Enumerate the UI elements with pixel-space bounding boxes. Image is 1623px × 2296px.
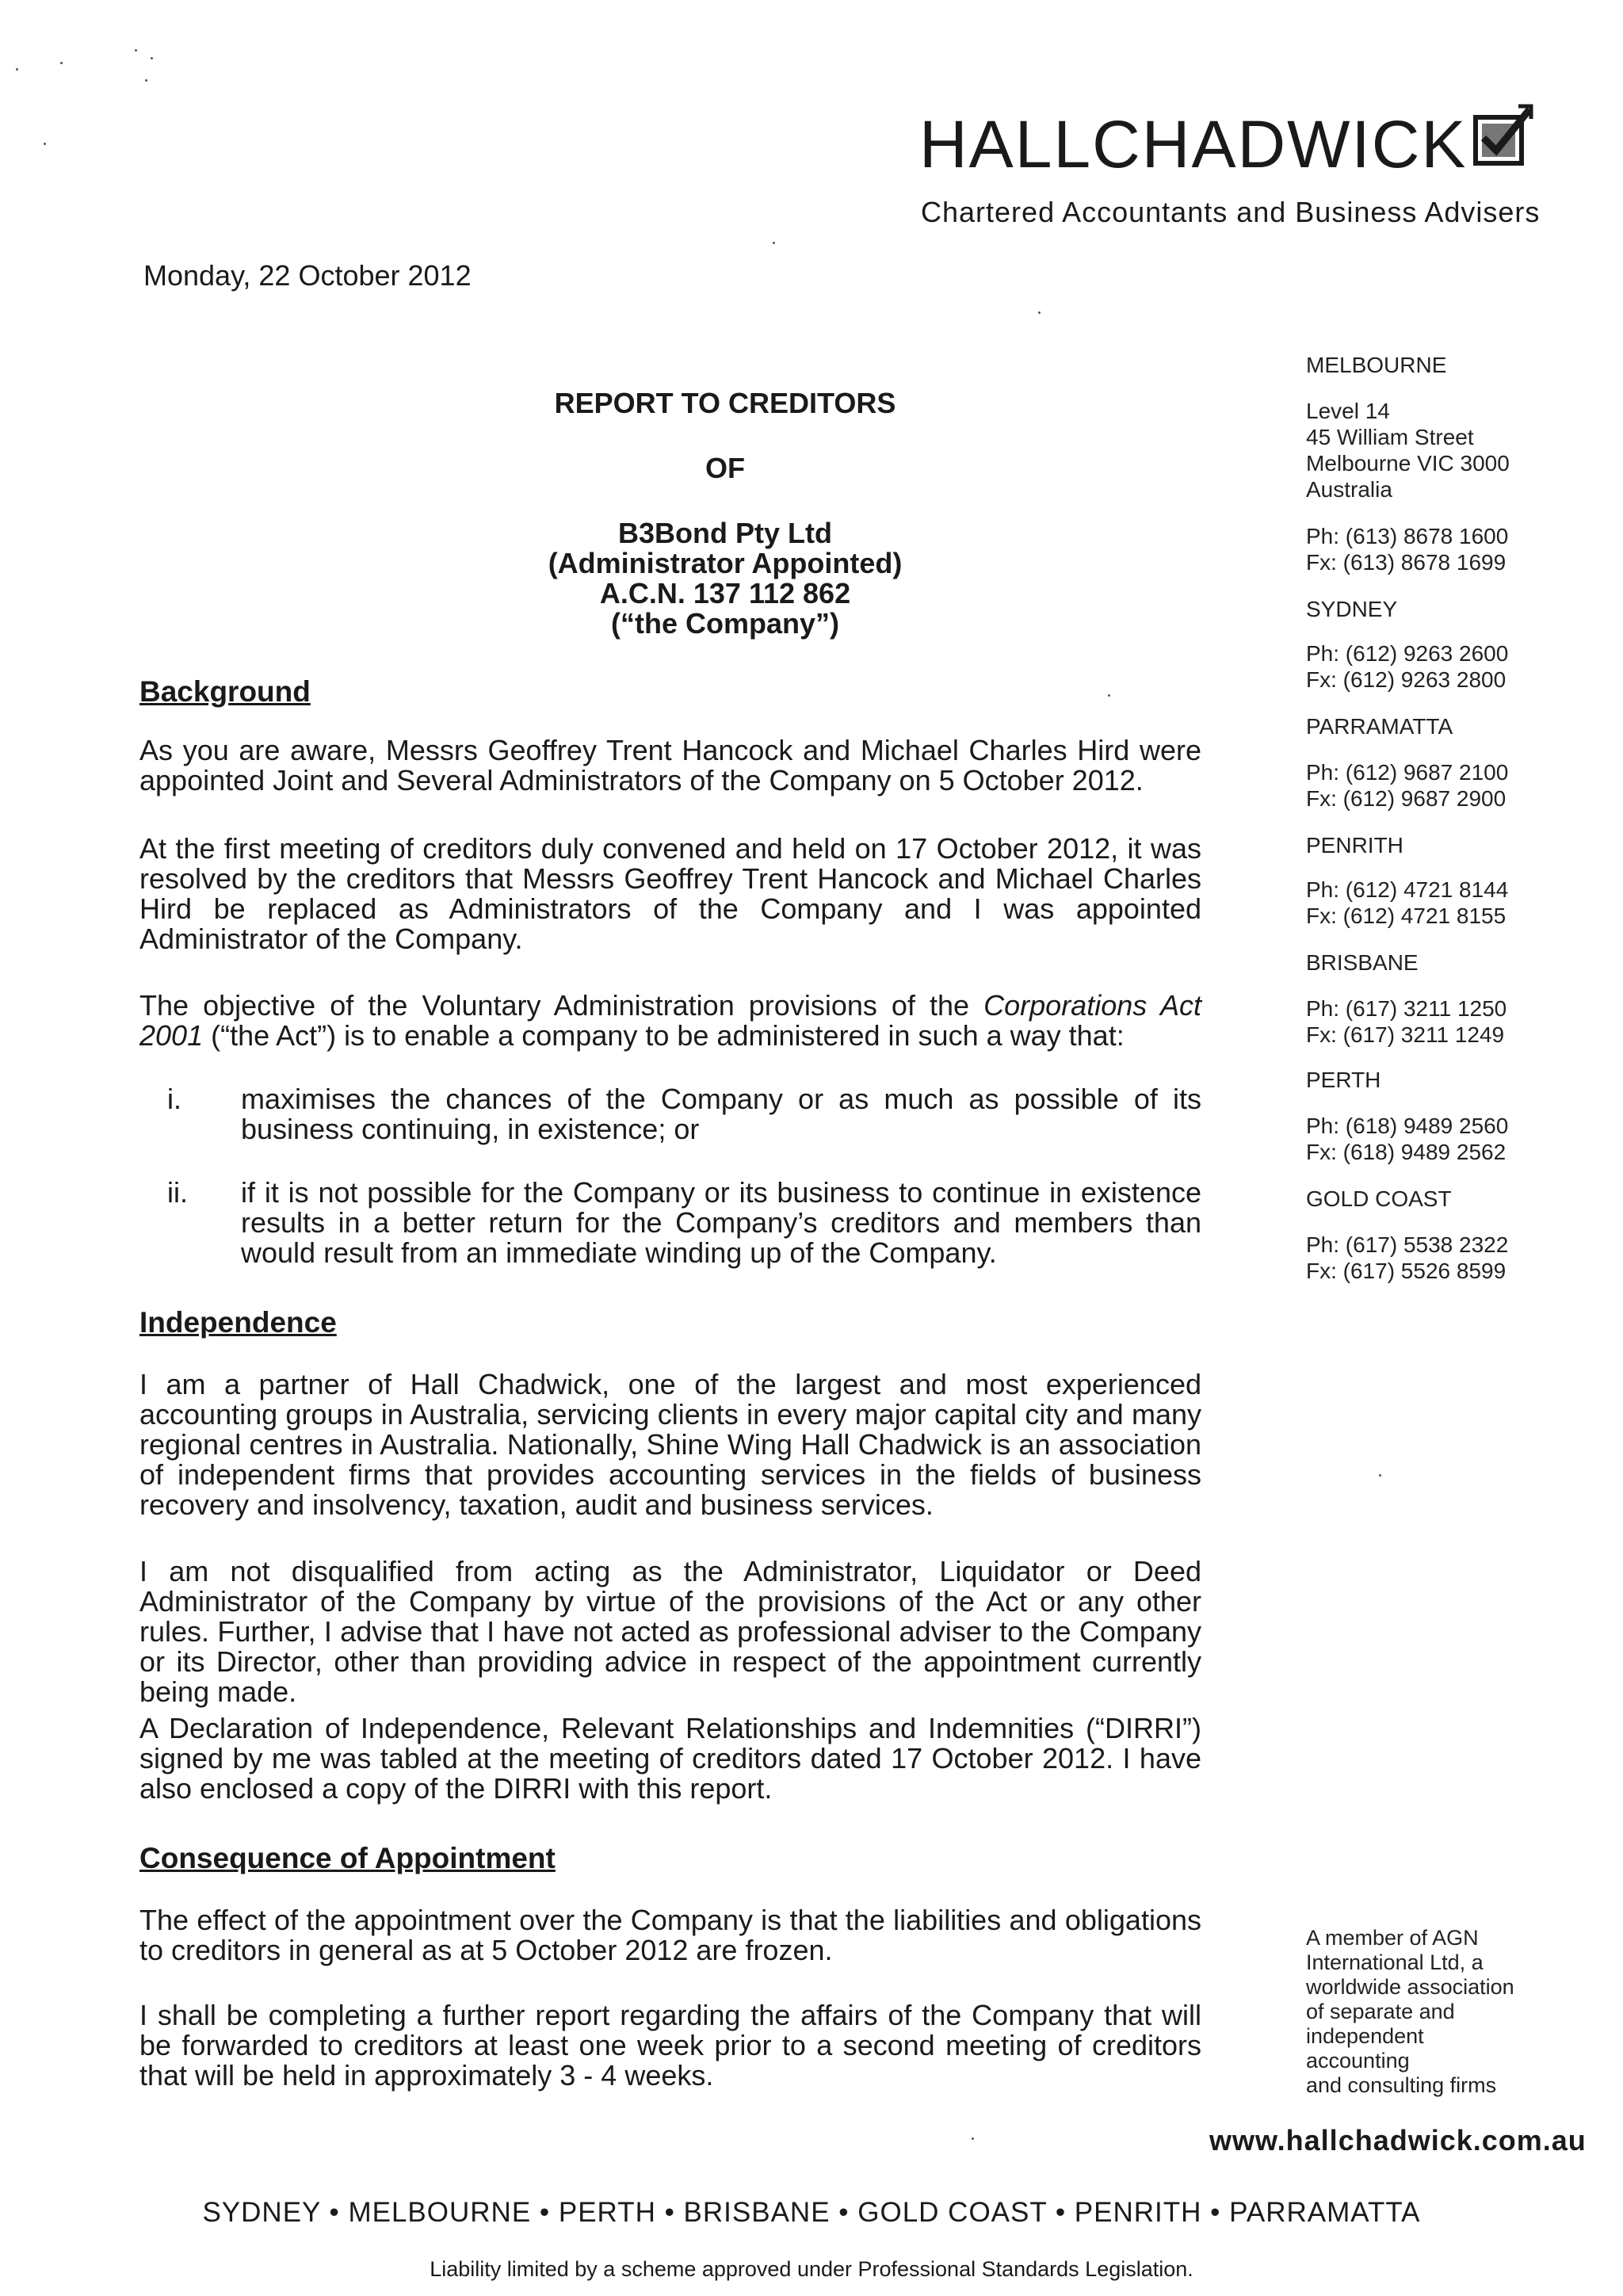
act-name: Corporations Act 2001 [139,989,1201,1052]
scan-speck [145,79,147,82]
member-note-line: International Ltd, a [1306,1950,1484,1974]
office-fax: Fx: (617) 5526 8599 [1306,1259,1507,1283]
section-heading-consequence: Consequence of Appointment [139,1842,556,1874]
paragraph: The effect of the appointment over the Company is that the liabilities and obligations to creditors in general as at 5 October 2012 are frozen. [139,1904,1201,1966]
scan-speck [135,49,137,52]
brand-name: HALLCHADWICK [919,107,1468,181]
footer-cities: SYDNEY • MELBOURNE • PERTH • BRISBANE • GOLD COAST • PENRITH • PARRAMATTA [202,2197,1421,2228]
report-title-of: OF [705,452,745,484]
company-acn: A.C.N. 137 112 862 [599,577,851,609]
scan-speck [1038,311,1041,314]
member-note-line: worldwide association [1306,1975,1514,1999]
office-fax: Fx: (612) 9263 2800 [1306,667,1507,692]
office-city: MELBOURNE [1306,353,1447,377]
member-note-line: of separate and [1306,2000,1455,2023]
member-note [1306,1926,1544,2098]
paragraph: I am not disqualified from acting as the Administrator, Liquidator or Deed Administrator of the Company by virtue of the provisions of the Act or any other rules. Further, I advise that I have not acted as professional adviser to the Company or its Director, other than providing advice in respect of the appointment currently being made. [139,1555,1201,1708]
company-short-name: (“the Company”) [611,607,839,640]
list-item: maximises the chances of the Company or as much as possible of its business continuing, in existence; or [241,1083,1201,1145]
office-city: PERTH [1306,1068,1381,1092]
member-note-line: and consulting firms [1306,2073,1497,2097]
scan-speck [151,57,153,59]
report-title: REPORT TO CREDITORS [554,387,896,419]
office-phone: Ph: (617) 5538 2322 [1306,1232,1509,1257]
paragraph: As you are aware, Messrs Geoffrey Trent Hancock and Michael Charles Hird were appointed Joint and Several Administrators of the Company on 5 October 2012. [139,734,1201,797]
tagline: Chartered Accountants and Business Advisers [921,196,1541,228]
paragraph-text: (“the Act”) is to enable a company to be administered in such a way that: [203,1019,1125,1052]
letter-date: Monday, 22 October 2012 [143,259,472,292]
list-number: i. [167,1083,181,1115]
scan-speck [1379,1474,1381,1477]
office-city: BRISBANE [1306,950,1419,975]
scan-speck [44,143,46,145]
office-city: GOLD COAST [1306,1186,1452,1211]
footer-legal: Liability limited by a scheme approved under Professional Standards Legislation. [430,2257,1193,2281]
scan-speck [773,242,775,244]
office-address: Level 14 [1306,399,1390,423]
office-address: Melbourne VIC 3000 [1306,451,1510,476]
member-note-line: independent [1306,2024,1424,2048]
paragraph-text: The objective of the Voluntary Administration provisions of the [139,989,984,1022]
paragraph [139,991,1201,1051]
office-phone: Ph: (612) 9687 2100 [1306,760,1509,785]
paragraph: I am a partner of Hall Chadwick, one of the largest and most experienced accounting groups in Australia, servicing clients in every major capital city and many regional centres in Australia. Nationally, Shine Wing Hall Chadwick is an association of independent firms that provides accounting services in the fields of business recovery and insolvency, taxation, audit and business services. [139,1368,1201,1521]
paragraph: At the first meeting of creditors duly convened and held on 17 October 2012, it was resolved by the creditors that Messrs Geoffrey Trent Hancock and Michael Charles Hird be replaced as Administrators of the Company and I was appointed Administrator of the Company. [139,832,1201,955]
office-phone: Ph: (617) 3211 1250 [1306,996,1507,1021]
website-link[interactable]: www.hallchadwick.com.au [1209,2124,1587,2157]
list-number: ii. [167,1176,188,1209]
office-fax: Fx: (613) 8678 1699 [1306,550,1507,575]
section-heading-independence: Independence [139,1306,337,1339]
list-item: if it is not possible for the Company or its business to continue in existence results in a better return for the Company’s creditors and members than would result from an immediate winding up of the Company. [241,1176,1201,1269]
office-phone: Ph: (612) 9263 2600 [1306,641,1509,666]
office-fax: Fx: (612) 4721 8155 [1306,904,1507,928]
office-phone: Ph: (618) 9489 2560 [1306,1114,1509,1138]
office-city: SYDNEY [1306,597,1398,621]
section-heading-background: Background [139,675,311,708]
office-address: 45 William Street [1306,425,1474,449]
scan-speck [60,62,63,64]
company-name: B3Bond Pty Ltd [618,517,832,549]
scan-speck [972,2137,974,2140]
office-fax: Fx: (612) 9687 2900 [1306,786,1507,811]
paragraph: I shall be completing a further report regarding the affairs of the Company that will be forwarded to creditors at least one week prior to a second meeting of creditors that will be held in approximately 3 - 4 weeks. [139,1999,1201,2092]
scan-speck [16,68,18,71]
office-fax: Fx: (618) 9489 2562 [1306,1140,1507,1164]
office-address: Australia [1306,477,1392,502]
office-phone: Ph: (612) 4721 8144 [1306,877,1509,902]
office-city: PENRITH [1306,833,1403,858]
company-status: (Administrator Appointed) [548,547,903,579]
member-note-line: accounting [1306,2049,1410,2073]
office-phone: Ph: (613) 8678 1600 [1306,524,1509,548]
office-city: PARRAMATTA [1306,714,1453,739]
member-note-line: A member of AGN [1306,1926,1479,1950]
checkmark-box-icon [1472,101,1534,168]
paragraph: A Declaration of Independence, Relevant Relationships and Indemnities (“DIRRI”) signed by me was tabled at the meeting of creditors dated 17 October 2012. I have also enclosed a copy of the DIRRI with this report. [139,1712,1201,1805]
office-fax: Fx: (617) 3211 1249 [1306,1022,1505,1047]
